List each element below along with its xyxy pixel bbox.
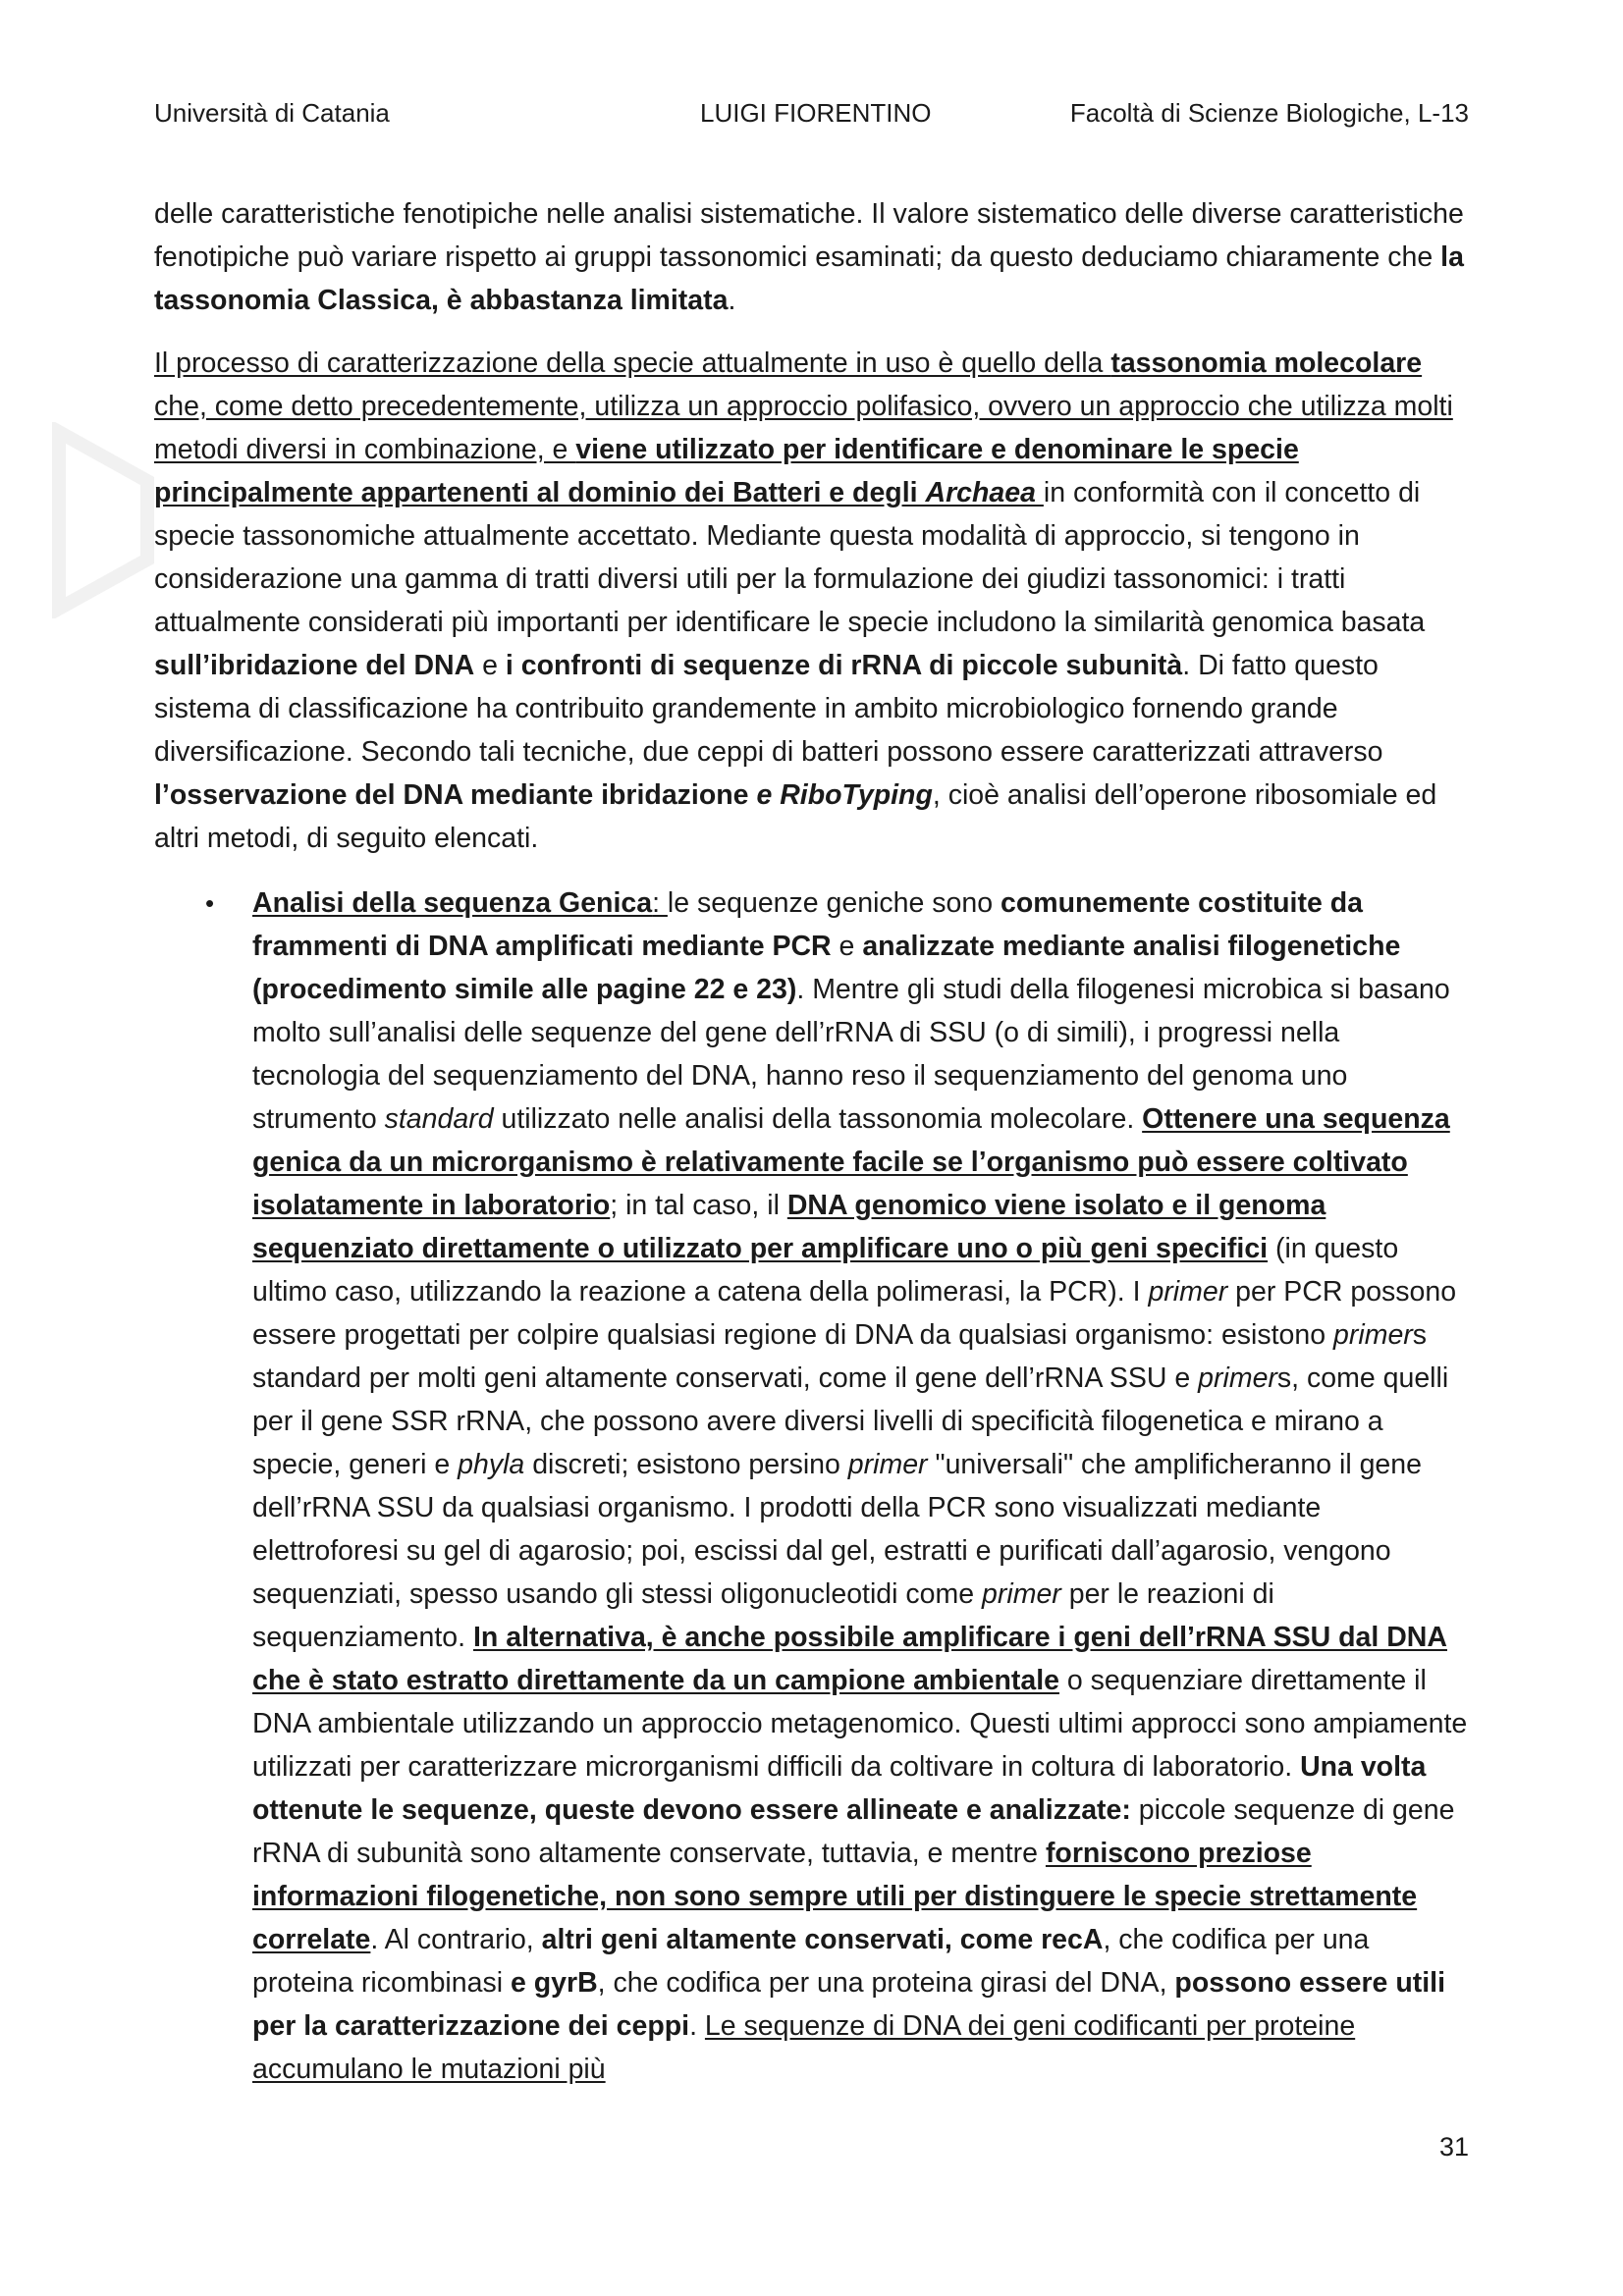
text-run: le sequenze geniche sono (667, 887, 1001, 919)
underlined-run: Il processo di caratterizzazione della specie attualmente in uso è quello della (154, 347, 1111, 379)
bold-run: l’osservazione del DNA mediante ibridazione (154, 779, 757, 811)
italic-run: Archaea (925, 477, 1044, 508)
bold-run: altri geni altamente conservati, come recA (541, 1924, 1104, 1955)
text-run: per PCR possono essere progettati per colpire qualsiasi regione di DNA da qualsiasi organismo: esistono (252, 1276, 1457, 1351)
bold-run: la tassonomia Classica, è abbastanza limitata (154, 241, 1464, 316)
bullet-icon: • (205, 888, 215, 918)
text-run: s, come quelli per il gene SSR rRNA, che possono avere diversi livelli di specificità filogenetica e mirano a specie, generi e (252, 1362, 1449, 1480)
bold-run: analizzate mediante analisi filogenetiche (procedimento simile alle pagine 22 e 23) (252, 931, 1401, 1005)
italic-run: primer (847, 1449, 928, 1480)
header-university: Università di Catania (154, 98, 390, 128)
text-run: e (474, 650, 506, 681)
bold-run: viene utilizzato per identificare e denominare le specie principalmente appartenenti al dominio dei Batteri e degli (154, 434, 1299, 508)
bold-run: Ottenere una sequenza genica da un microrganismo è relativamente facile se l’organismo può essere coltivato isolatamente in laboratorio (252, 1103, 1450, 1221)
italic-run: primer (1333, 1319, 1413, 1351)
text-run: . Mentre gli studi della filogenesi microbica si basano molto sull’analisi delle sequenze del gene dell’rRNA di SSU (o di simili), i progressi nella tecnologia del sequenziamento del DNA, hanno reso il sequenziamento del genoma uno strumento (252, 974, 1450, 1135)
text-run: delle caratteristiche fenotipiche nelle analisi sistematiche. Il valore sistematico delle diverse caratteristiche fenotipiche può variare rispetto ai gruppi tassonomici esaminati; da questo deduciamo chiaramente che (154, 198, 1464, 273)
bold-run: Una volta ottenute le sequenze, queste devono essere allineate e analizzate: (252, 1751, 1427, 1826)
bold-run: sull’ibridazione del DNA (154, 650, 475, 681)
underlined-bold-run (252, 887, 668, 919)
text-run: e (831, 931, 863, 962)
page-header (154, 98, 1469, 137)
bold-run: possono essere utili per la caratterizzazione dei ceppi (252, 1967, 1445, 2042)
underlined-run: : (652, 887, 668, 919)
text-run: s standard per molti geni altamente conservati, come il gene dell’rRNA SSU e (252, 1319, 1428, 1394)
header-author: LUIGI FIORENTINO (700, 98, 932, 128)
text-run: piccole sequenze di gene rRNA di subunità sono altamente conservate, tuttavia, e mentre (252, 1794, 1455, 1869)
paragraph-molecular-taxonomy (154, 342, 1470, 860)
text-run: , che codifica per una proteina ricombinasi (252, 1924, 1370, 1999)
bold-run: i confronti di sequenze di rRNA di piccole subunità (505, 650, 1183, 681)
text-run: per le reazioni di sequenziamento. (252, 1578, 1274, 1653)
underlined-run: che, come detto precedentemente, utilizza un approccio polifasico, ovvero un approccio che utilizza molti metodi diversi in combinazione, e (154, 391, 1453, 465)
text-run: . Di fatto questo sistema di classificazione ha contribuito grandemente in ambito microbiologico fornendo grande diversificazione. Secondo tali tecniche, due ceppi di batteri possono essere caratterizzati attraverso (154, 650, 1383, 768)
text-run: , cioè analisi dell’operone ribosomiale ed altri metodi, di seguito elencati. (154, 779, 1437, 854)
paragraph-classical-taxonomy (154, 192, 1470, 322)
text-run: in conformità con il concetto di specie tassonomiche attualmente accettato. Mediante questa modalità di approccio, si tengono in considerazione una gamma di tratti diversi utili per la formulazione dei giudizi tassonomici: i tratti attualmente considerati più importanti per identificare le specie includono la similarità genomica basata (154, 477, 1426, 638)
italic-run: primer (1148, 1276, 1228, 1308)
underlined-bold-run (1110, 347, 1422, 379)
italic-run: phyla (458, 1449, 525, 1480)
page-body (154, 192, 1470, 2091)
italic-run: e RiboTyping (756, 779, 933, 811)
text-run: , che codifica per una proteina girasi del DNA, (597, 1967, 1175, 1999)
page-number: 31 (1438, 2132, 1469, 2162)
text-run: . Al contrario, (370, 1924, 542, 1955)
list-item-gene-sequence-analysis (154, 881, 1470, 2091)
bold-run: Analisi della sequenza Genica (252, 887, 653, 919)
bold-italic-run (925, 477, 1043, 508)
text-run: o sequenziare direttamente il DNA ambientale utilizzando un approccio metagenomico. Questi ultimi approcci sono ampiamente utilizzati per caratterizzare microrganismi difficili da coltivare in coltura di laboratorio. (252, 1665, 1468, 1783)
header-faculty: Facoltà di Scienze Biologiche, L-13 (1069, 98, 1469, 128)
bold-run: forniscono preziose informazioni filogenetiche, non sono sempre utili per distinguere le specie strettamente correlate (252, 1838, 1418, 1955)
italic-run: primer (1198, 1362, 1277, 1394)
italic-run: standard (384, 1103, 494, 1135)
bold-italic-run (756, 779, 932, 811)
bold-run: e gyrB (510, 1967, 598, 1999)
text-run: . (689, 2010, 705, 2042)
bold-run: comunemente costituite da frammenti di DNA amplificati mediante PCR (252, 887, 1363, 962)
text-run: . (728, 285, 736, 316)
text-run: discreti; esistono persino (524, 1449, 848, 1480)
method-list (154, 881, 1470, 2091)
bold-run: In alternativa, è anche possibile amplificare i geni dell’rRNA SSU dal DNA che è stato estratto direttamente da un campione ambientale (252, 1622, 1447, 1696)
text-run: "universali" che amplificheranno il gene dell’rRNA SSU da qualsiasi organismo. I prodotti della PCR sono visualizzati mediante elettroforesi su gel di agarosio; poi, escissi dal gel, estratti e purificati dall’agarosio, vengono sequenziati, spesso usando gli stessi oligonucleotidi come (252, 1449, 1422, 1610)
watermark-logo-icon (39, 422, 167, 618)
bold-run: DNA genomico viene isolato e il genoma sequenziato direttamente o utilizzato per amplificare uno o più geni specifici (252, 1190, 1326, 1264)
text-run: utilizzato nelle analisi della tassonomia molecolare. (493, 1103, 1143, 1135)
bold-run: tassonomia molecolare (1110, 347, 1423, 379)
italic-run: primer (982, 1578, 1061, 1610)
text-run: (in questo ultimo caso, utilizzando la reazione a catena della polimerasi, la PCR). I (252, 1233, 1399, 1308)
text-run: ; in tal caso, il (610, 1190, 787, 1221)
underlined-run: Le sequenze di DNA dei geni codificanti per proteine accumulano le mutazioni più (252, 2010, 1356, 2085)
